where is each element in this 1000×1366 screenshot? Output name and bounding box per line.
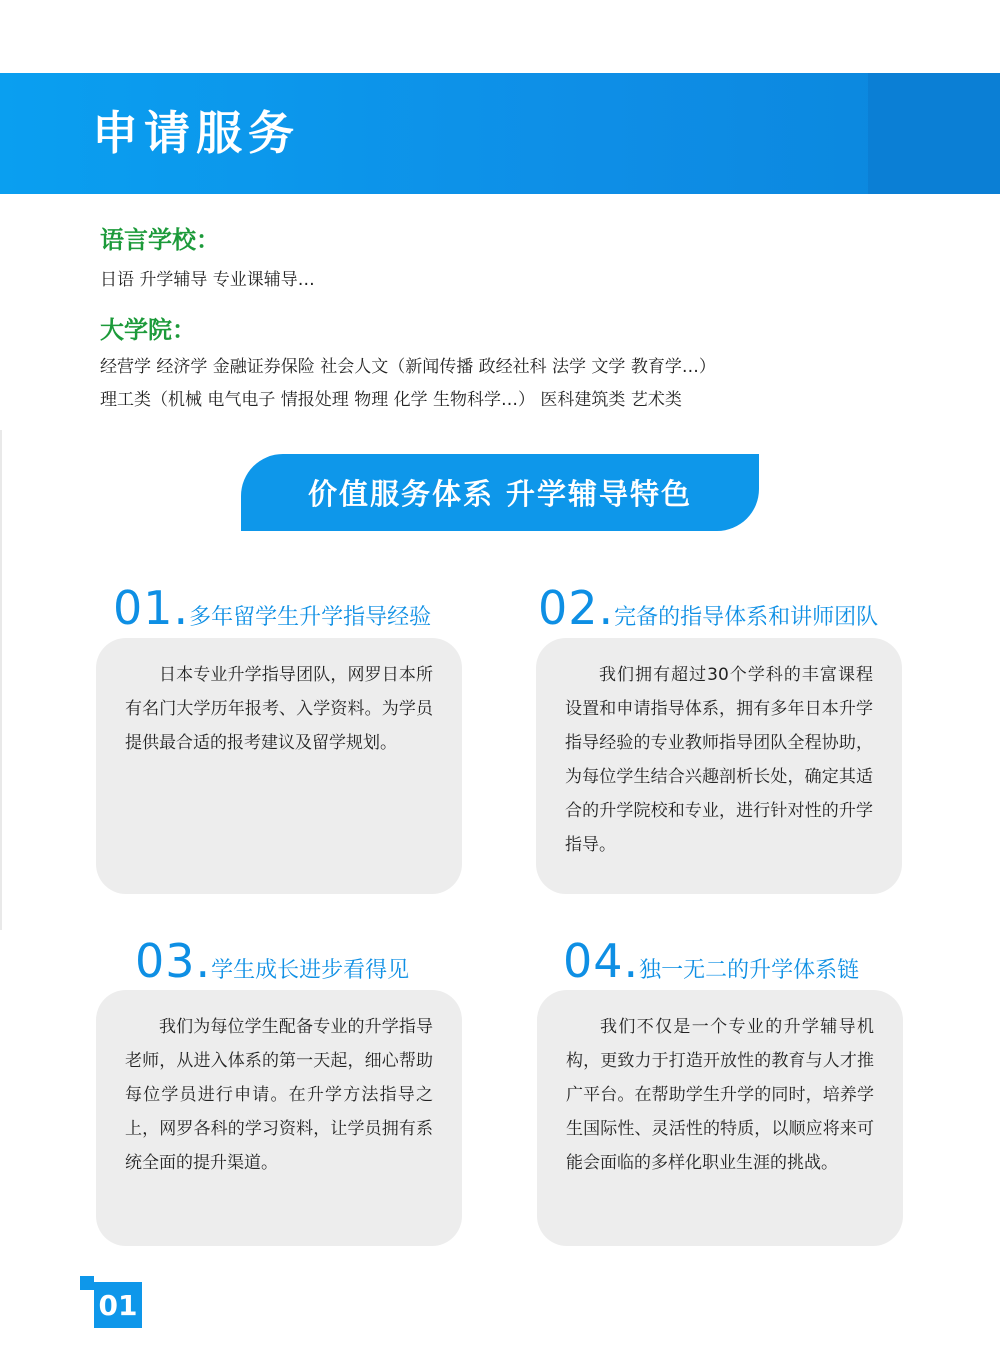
header-band xyxy=(0,73,1000,194)
page-title: 申请服务 xyxy=(92,106,300,160)
section-banner xyxy=(241,454,759,531)
feature-number: 01. xyxy=(113,581,190,635)
left-edge-mark xyxy=(0,430,2,930)
feature-body: 我们为每位学生配备专业的升学指导老师，从进入体系的第一天起，细心帮助每位学员进行申请。在升学方法指导之上，网罗各科的学习资料，让学员拥有系统全面的提升渠道。 xyxy=(125,1017,433,1173)
feature-heading-1 xyxy=(113,582,431,634)
banner-text: 价值服务体系 升学辅导特色 xyxy=(307,477,693,511)
page-number-accent xyxy=(80,1276,94,1290)
graduate-school-line-2: 理工类（机械 电气电子 情报处理 物理 化学 生物科学…） 医科建筑类 艺术类 xyxy=(100,390,682,410)
graduate-school-line-1: 经营学 经济学 金融证券保险 社会人文（新闻传播 政经社科 法学 文学 教育学…） xyxy=(100,357,716,377)
page-number: 01 xyxy=(94,1282,142,1328)
graduate-school-title: 大学院： xyxy=(100,316,196,344)
feature-card-3 xyxy=(96,990,462,1246)
feature-body: 我们不仅是一个专业的升学辅导机构，更致力于打造开放性的教育与人才推广平台。在帮助学生升学的同时，培养学生国际性、灵活性的特质，以顺应将来可能会面临的多样化职业生涯的挑战。 xyxy=(566,1017,874,1173)
feature-number: 02. xyxy=(538,581,615,635)
feature-body: 我们拥有超过30个学科的丰富课程设置和申请指导体系，拥有多年日本升学指导经验的专业教师指导团队全程协助，为每位学生结合兴趣剖析长处，确定其适合的升学院校和专业，进行针对性的升学指导。 xyxy=(565,665,873,855)
feature-card-2 xyxy=(536,638,902,894)
language-school-items: 日语 升学辅导 专业课辅导… xyxy=(100,270,315,290)
feature-title: 完备的指导体系和讲师团队 xyxy=(614,605,879,630)
feature-body: 日本专业升学指导团队，网罗日本所有名门大学历年报考、入学资料。为学员提供最合适的报考建议及留学规划。 xyxy=(125,665,433,753)
language-school-title: 语言学校： xyxy=(100,226,220,254)
feature-heading-3 xyxy=(135,935,409,987)
feature-number: 04. xyxy=(563,934,640,988)
feature-title: 学生成长进步看得见 xyxy=(211,958,410,983)
feature-card-1 xyxy=(96,638,462,894)
feature-heading-4 xyxy=(563,935,859,987)
feature-title: 多年留学生升学指导经验 xyxy=(189,605,432,630)
feature-number: 03. xyxy=(135,934,212,988)
feature-heading-2 xyxy=(538,582,878,634)
feature-card-4 xyxy=(537,990,903,1246)
header-accent-block xyxy=(868,73,1000,194)
feature-title: 独一无二的升学体系链 xyxy=(639,958,860,983)
